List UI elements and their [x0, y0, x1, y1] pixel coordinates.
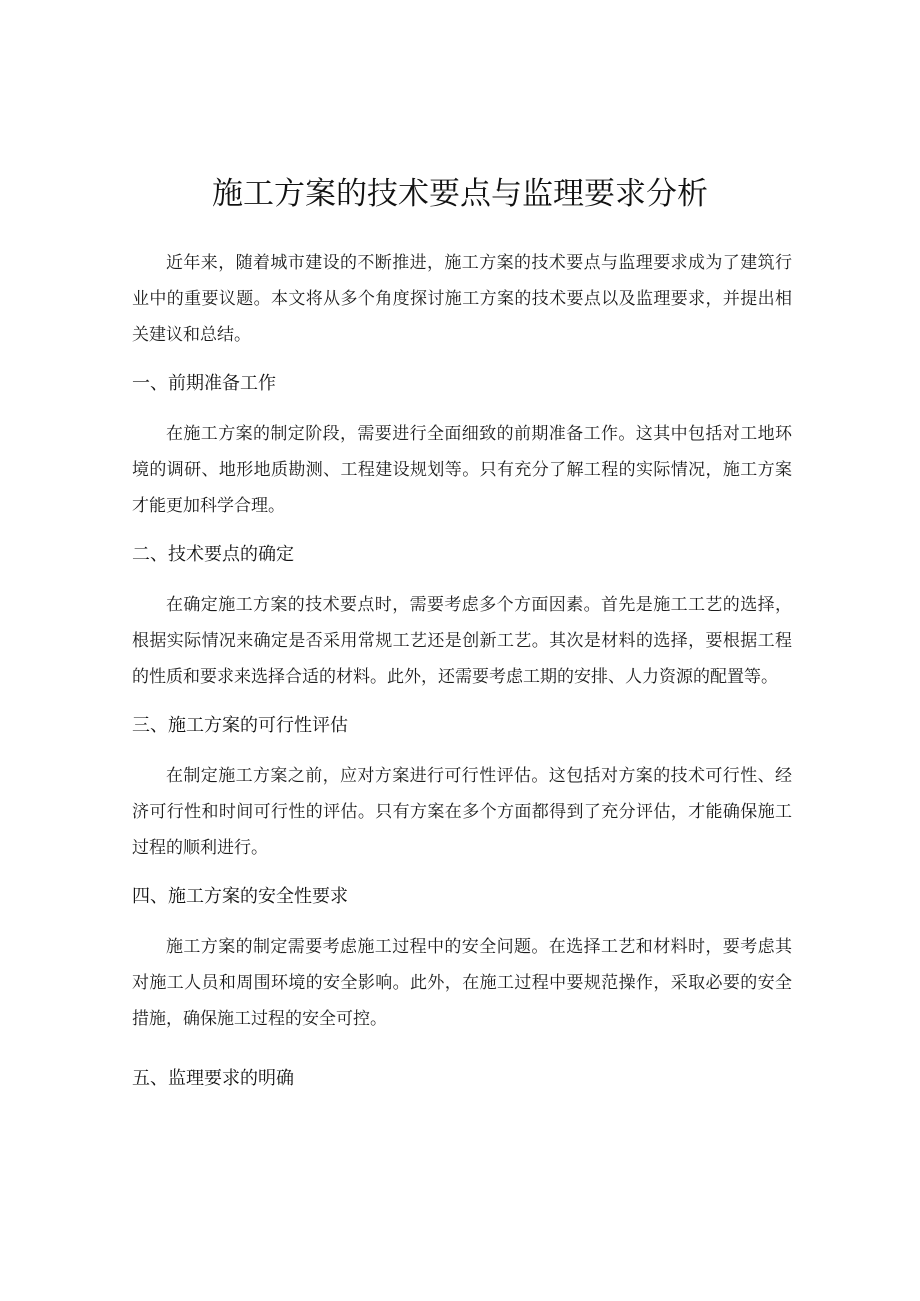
section-4-heading: 四、施工方案的安全性要求: [132, 886, 348, 907]
document-title: 施工方案的技术要点与监理要求分析: [212, 176, 708, 212]
section-1-paragraph: 在施工方案的制定阶段，需要进行全面细致的前期准备工作。这其中包括对工地环境的调研、地形地质勘测、工程建设规划等。只有充分了解工程的实际情况，施工方案才能更加科学合理。: [132, 424, 792, 516]
section-3-heading: 三、施工方案的可行性评估: [132, 715, 348, 736]
section-2-paragraph: 在确定施工方案的技术要点时，需要考虑多个方面因素。首先是施工工艺的选择，根据实际情况来确定是否采用常规工艺还是创新工艺。其次是材料的选择，要根据工程的性质和要求来选择合适的材料。此外，还需要考虑工期的安排、人力资源的配置等。: [132, 595, 792, 687]
section-1-heading: 一、前期准备工作: [132, 373, 276, 394]
section-5-heading: 五、监理要求的明确: [132, 1068, 294, 1089]
section-4-paragraph: 施工方案的制定需要考虑施工过程中的安全问题。在选择工艺和材料时，要考虑其对施工人员和周围环境的安全影响。此外，在施工过程中要规范操作，采取必要的安全措施，确保施工过程的安全可控。: [132, 937, 792, 1029]
section-3-paragraph: 在制定施工方案之前，应对方案进行可行性评估。这包括对方案的技术可行性、经济可行性和时间可行性的评估。只有方案在多个方面都得到了充分评估，才能确保施工过程的顺利进行。: [132, 766, 792, 858]
intro-paragraph: 近年来，随着城市建设的不断推进，施工方案的技术要点与监理要求成为了建筑行业中的重要议题。本文将从多个角度探讨施工方案的技术要点以及监理要求，并提出相关建议和总结。: [132, 253, 792, 345]
section-2-heading: 二、技术要点的确定: [132, 544, 294, 565]
